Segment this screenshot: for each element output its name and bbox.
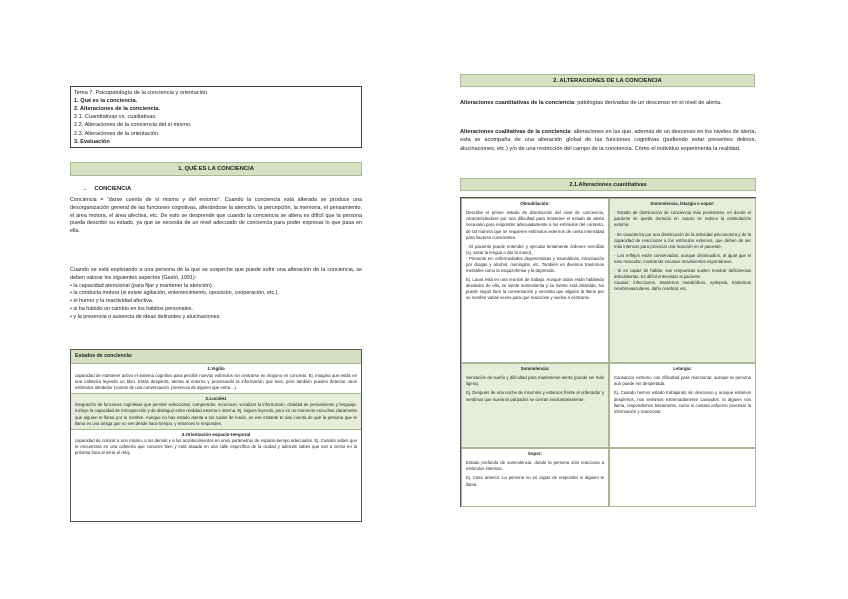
aspectos-intro: Cuando se está explorando a una persona de la que se sospeche que puede sufrir una alteración de la conciencia, se deben valorar los siguientes aspectos (Gastó, 1991): [70,267,362,281]
section-title-1: 1. QUÉ ES LA CONCIENCIA [70,162,362,176]
subsection-title: 2.1.Alteraciones cuantitativas [460,178,756,191]
cell-sopor [461,448,609,507]
toc-item: 2.2. Alteraciones de la conciencia del sí mismo. [74,122,192,129]
aspecto-item: • la capacidad atencional (para fijar y mantener la atención). [70,282,214,289]
estado-row [71,364,361,394]
cell-somnolencia-letargia-sopor [609,198,756,363]
cell-paragraph: Ej. Cuando hemos estado trabajando sin descanso y aunque estamos despiertos, nos sentimos extremadamente cansados. Si alguien nos llama, respondemos lentamente, como si costara esfuerzo procesar la información y reaccionar. [614,390,751,414]
cell-paragraph: Estado profundo de somnolencia, donde la persona sólo reacciona a estímulos intensos. [466,460,604,472]
toc-item: 2.1. Cuantitativas vs. cualitativas. [74,114,157,121]
cell-paragraph: Ej. Después de una noche de insomnio y estarnos frente al ordenador y sentimos que nuestros párpados se cierran involuntariamente. [466,390,604,402]
table-of-contents [70,86,362,148]
estado-text: capacidad de colocar a uno mismo, a los demás y a los acontecimientos en unos parámetros de espacio-tiempo adecuados. Ej. Cuando sabes que te encuentras en una cafetería que conoces bien y está situada en una calle específica de la ciudad y además sabes que van a cerrar en la próxima hora al mirar el reloj. [75,438,357,456]
cell-title: Somnolencia: [520,366,550,371]
cell-paragraph: - Los reflejos están conservados, aunque disminuidos, al igual que el tono muscular, mostrando escasos movimientos espontáneos. [614,252,751,264]
estado-row [71,394,361,430]
estado-row [71,430,361,459]
estado-text: capacidad de mantener activo el sistema cognitivo para percibir nuevos estímulos sin centrarse en ninguno en concreto. Ej. Imagina que estás en una cafetería leyendo un libro. Estás despierta, atenta al entorno y procesando la información que lees, pero también puedes detectar otros estímulos alrededor (sonido de una conversación, presencia de alguien que entra…). [75,372,357,390]
aspecto-item: • y la presencia o ausencia de ideas delirantes y alucinaciones. [70,313,221,320]
cuantitativas-text: : patologías derivadas de un descenso en el nivel de alerta. [574,100,722,106]
cuantitativas-definition [460,99,756,107]
aspectos-block [70,267,362,322]
cell-paragraph: - El paciente puede entender y ejecutar lentamente órdenes sencillas (ej. sacar la lengua o dar la mano). - Presente en: enfermedades degenerativas y traumáticas, intoxicación por drogas y alcohol, meningitis, etc. También en diversos trastornos mentales como la esquizofrenia y la depresión. [466,243,604,274]
alteraciones-grid [460,197,756,507]
cell-empty [609,448,756,507]
estado-text: integración de funciones cognitivas que permite seleccionar, comprender, reconocer, vocalizar la información, claridad de pensamiento y lenguaje. Incluye la capacidad de introspección y de distinguir entre realidad externa e interna. Ej. Sigues leyendo, pero en un momento escuchas claramente que alguien te llama por tu nombre. Aunque no has estado atenta a los ruidos de fondo, en ese instante te das cuenta de que la persona que te llama es una amiga que no ves desde hace tiempo, y entonces le respondes. [75,402,357,426]
cell-obnubilacion [461,198,609,363]
cell-somnolencia [461,363,609,448]
cell-paragraph: Cansancio extremo con dificultad para reaccionar, aunque la persona aún puede ser despertada. [614,375,751,387]
cell-title: Obnubilación: [520,201,550,206]
estado-title: 1.Vigilia [207,366,225,371]
toc-item: 1. Qué es la conciencia. [74,98,138,105]
cuantitativas-term: Alteraciones cuantitativas de la conciencia [460,100,575,106]
estado-title: 2.Lucidez [205,395,227,401]
estados-header: Estados de conciencia: [71,350,361,364]
cell-paragraph: Ej. Laura está en una reunión de trabajo. Aunque todos están hablando alrededor de ella, se siente somnolienta y su mente está distraída. No puede seguir bien la conversación y necesita que alguien la llame por su nombre varias veces para que reaccione y vuelva a centrarse. [466,277,604,301]
cell-paragraph: Ej. Caso anterior. La persona no es capaz de responder si alguien le llama. [466,475,604,487]
aspecto-item: • la conducta motora (si existe agitación, enlentecimiento, oposición, cooperación, etc.). [70,290,279,297]
cell-title: Letargia: [673,366,692,371]
estado-title: 3.Orientación espacio-temporal [181,431,251,437]
arrow-right-icon: → [82,186,88,192]
concepto-paragraph: Conciencia = “darse cuenta de sí mismo y del entorno”. Cuando la conciencia está alterada se produce una desorganización general de las funciones cognitivas, alterándose la atención, la percepción, la memoria, el pensamiento, el área motora, el área afectiva, etc. De esto se desprende que cuando la conciencia se altera es difícil que la persona pueda describir su estado, ya que se necesita de un nivel adecuado de conciencia para poder expresar lo que pasa en ella. [70,197,362,235]
cualitativas-definition [460,128,756,153]
aspecto-item: • si ha habido un cambio en los hábitos personales. [70,306,193,313]
toc-item: 2.3. Alteraciones de la orientación. [74,130,160,137]
cualitativas-term: Alteraciones cualitativas de la conciencia [460,129,571,135]
concepto-heading [82,186,131,192]
cualitativas-text: : alteraciones en las que, además de un descenso en los niveles de alerta, esta se acompaña de una alteración global de las funciones cognitivas (pudiendo estar presentes delirios, alucinaciones, etc.) y/o de una restricción del campo de la conciencia. Cómo el individuo experimenta la realidad. [460,129,756,152]
cell-paragraph: - Si es capaz de hablar, sus respuestas suelen mostrar deficiencias articulatorias. Es difícil entrevistar al paciente. Causas: infecciones, trastornos metabólicos, epilepsia, trastornos cerebrovasculares, daño cerebral, etc. [614,268,751,292]
cell-paragraph: Describe el primer estado de disminución del nivel de conciencia, caracterizándose por una dificultad para mantener el estado de alerta necesario para responder adecuadamente a los estímulos del contexto, de tal manera que se requieren estímulos externos de cierta intensidad para hacerse conscientes. [466,210,604,240]
cell-title: Sopor: [527,451,543,456]
aspecto-item: • el humor y la reactividad afectiva. [70,298,154,305]
cell-paragraph: - Estado de disminución de conciencia más persistente, en donde el paciente se queda dormido en cuanto se reduce la estimulación externa. [614,210,751,228]
concepto-label: CONCIENCIA [94,186,132,192]
toc-item: Tema 7. Psicopatología de la conciencia y orientación [74,90,208,96]
section-title-2: 2. ALTERACIONES DE LA CONCIENCIA [460,74,755,87]
cell-paragraph: - Se caracteriza por una disminución de la actividad psicomotora y de la capacidad de reaccionar a los estímulos externos, que deben de ser más intensos para provocar una reacción en el paciente. [614,231,751,249]
cell-letargia [609,363,756,448]
cell-paragraph: Sensación de sueño y dificultad para mantenerse alerta (puede ser más ligera). [466,375,604,387]
estados-table [70,349,362,522]
toc-item: 3. Evaluación [74,138,110,145]
cell-title: Somnolencia, letargia o sopor: [650,201,715,206]
toc-item: 2. Alteraciones de la conciencia. [74,106,160,113]
aspectos-list [70,283,362,322]
